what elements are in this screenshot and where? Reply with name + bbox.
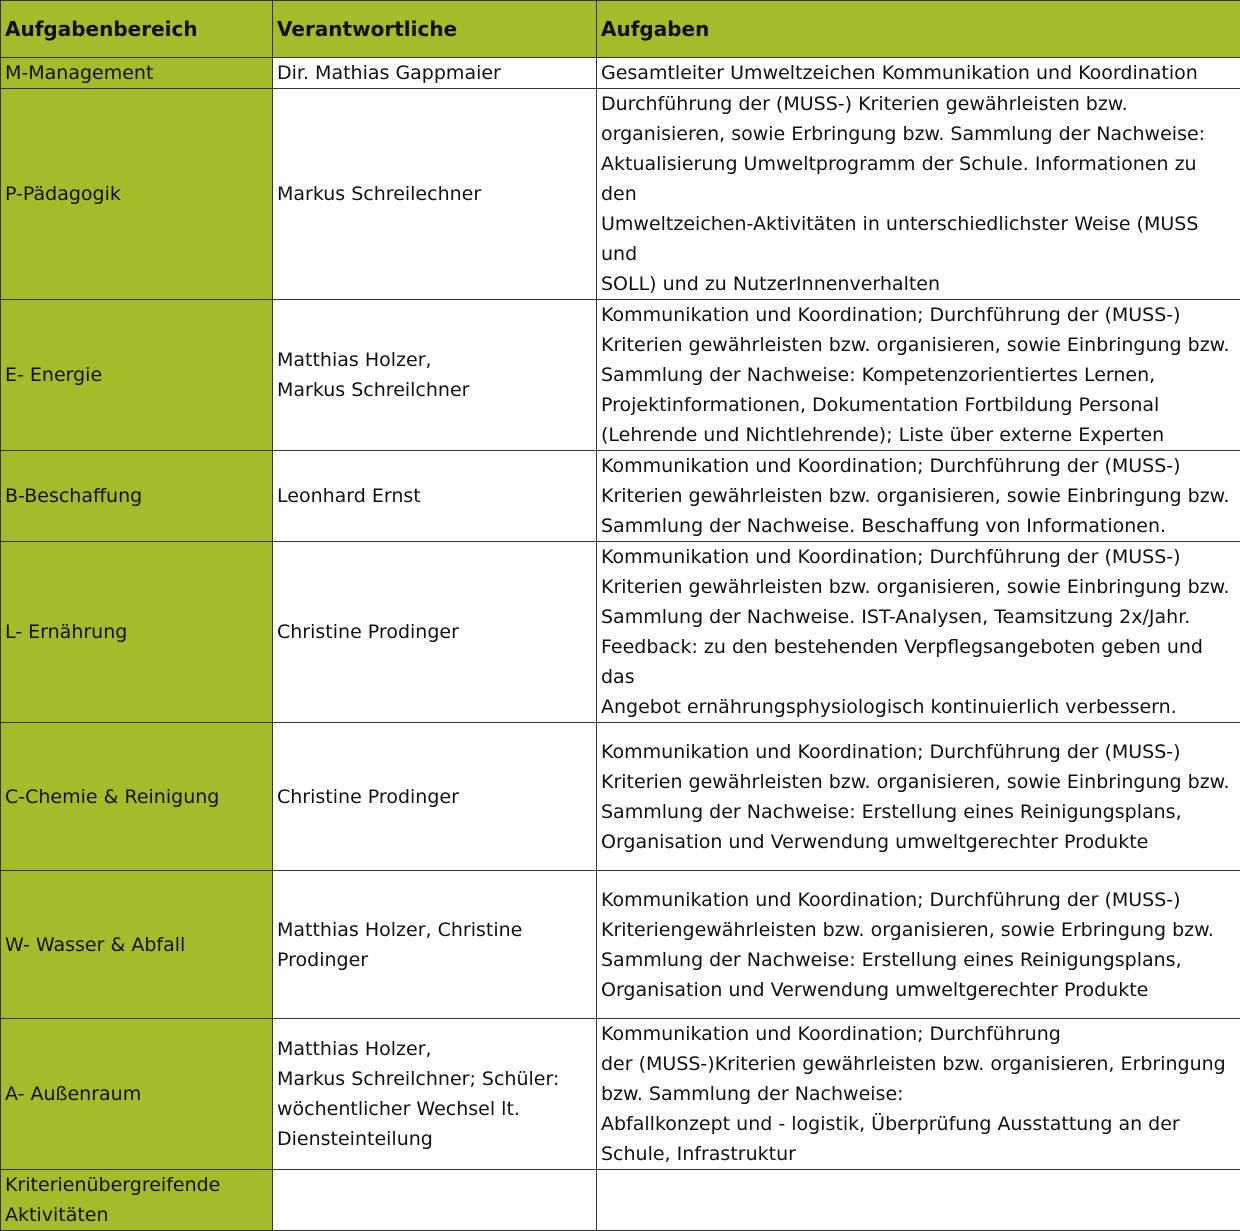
table-row [1,58,1240,89]
responsible-cell: Leonhard Ernst [273,451,597,542]
area-cell: A- Außenraum [1,1019,273,1170]
table-row [1,542,1240,723]
tasks-cell: Kommunikation und Koordination; Durchführung der (MUSS-) Kriterien gewährleisten bzw. organisieren, sowie Einbringung bzw. Sammlung der Nachweise. Beschaffung von Informationen. [597,451,1240,542]
table-row [1,451,1240,542]
table-row [1,300,1240,451]
table-row [1,1019,1240,1170]
responsible-cell: Christine Prodinger [273,542,597,723]
table-row [1,871,1240,1019]
tasks-cell: Gesamtleiter Umweltzeichen Kommunikation und Koordination [597,58,1240,89]
area-cell: P-Pädagogik [1,89,273,300]
area-cell: B-Beschaffung [1,451,273,542]
responsible-cell: Matthias Holzer, Markus Schreilchner; Schüler: wöchentlicher Wechsel lt. Diensteinteilung [273,1019,597,1170]
tasks-cell: Kommunikation und Koordination; Durchführung der (MUSS-) Kriteriengewährleisten bzw. organisieren, sowie Erbringung bzw. Sammlung der Nachweise: Erstellung eines Reinigungsplans, Organisation und Verwendung umweltgerechter Produkte [597,871,1240,1019]
responsible-cell: Dir. Mathias Gappmaier [273,58,597,89]
responsible-cell [273,1170,597,1231]
area-cell: M-Management [1,58,273,89]
tasks-cell: Durchführung der (MUSS-) Kriterien gewährleisten bzw. organisieren, sowie Erbringung bzw. Sammlung der Nachweise: Aktualisierung Umweltprogramm der Schule. Informationen zu den Umweltzeichen-Aktivitäten in unterschiedlichster Weise (MUSS und SOLL) und zu NutzerInnenverhalten [597,89,1240,300]
table-row [1,723,1240,871]
header-row [1,1,1240,58]
header-verantwortliche: Verantwortliche [273,1,597,58]
area-cell: C-Chemie & Reinigung [1,723,273,871]
tasks-cell: Kommunikation und Koordination; Durchführung der (MUSS-) Kriterien gewährleisten bzw. organisieren, sowie Einbringung bzw. Sammlung der Nachweise: Erstellung eines Reinigungsplans, Organisation und Verwendung umweltgerechter Produkte [597,723,1240,871]
responsible-cell: Matthias Holzer, Christine Prodinger [273,871,597,1019]
area-cell: Kriterienübergreifende Aktivitäten [1,1170,273,1231]
tasks-cell: Kommunikation und Koordination; Durchführung der (MUSS-)Kriterien gewährleisten bzw. organisieren, Erbringung bzw. Sammlung der Nachweise: Abfallkonzept und - logistik, Überprüfung Ausstattung an der Schule, Infrastruktur [597,1019,1240,1170]
area-cell: W- Wasser & Abfall [1,871,273,1019]
responsible-cell: Matthias Holzer, Markus Schreilchner [273,300,597,451]
tasks-cell: Kommunikation und Koordination; Durchführung der (MUSS-) Kriterien gewährleisten bzw. organisieren, sowie Einbringung bzw. Sammlung der Nachweise. IST-Analysen, Teamsitzung 2x/Jahr. Feedback: zu den bestehenden Verpflegsangeboten geben und das Angebot ernährungsphysiologisch kontinuierlich verbessern. [597,542,1240,723]
table-row [1,1170,1240,1231]
responsible-cell: Christine Prodinger [273,723,597,871]
tasks-cell: Kommunikation und Koordination; Durchführung der (MUSS-) Kriterien gewährleisten bzw. organisieren, sowie Einbringung bzw. Sammlung der Nachweise: Kompetenzorientiertes Lernen, Projektinformationen, Dokumentation Fortbildung Personal (Lehrende und Nichtlehrende); Liste über externe Experten [597,300,1240,451]
header-aufgaben: Aufgaben [597,1,1240,58]
responsible-cell: Markus Schreilechner [273,89,597,300]
area-cell: L- Ernährung [1,542,273,723]
tasks-cell [597,1170,1240,1231]
table-row [1,89,1240,300]
area-cell: E- Energie [1,300,273,451]
header-aufgabenbereich: Aufgabenbereich [1,1,273,58]
